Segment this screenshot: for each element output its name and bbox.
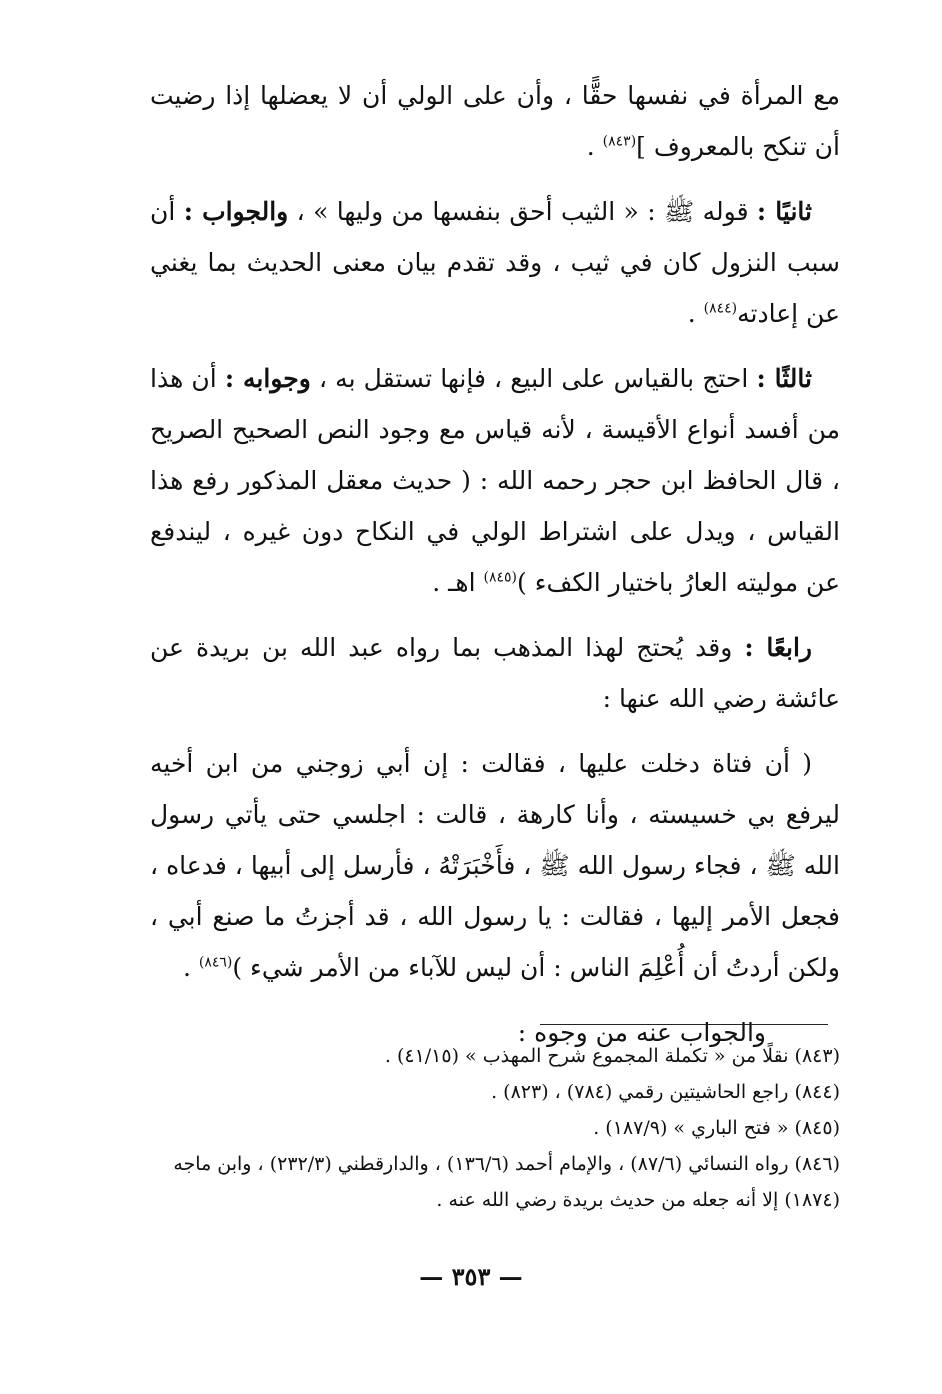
footnote-ref-843: (٨٤٣)	[602, 133, 637, 150]
paragraph-2-answer-lead: والجواب :	[183, 197, 289, 226]
footnote-ref-845: (٨٤٥)	[483, 569, 518, 586]
paragraph-4	[150, 622, 840, 724]
footnote-ref-846: (٨٤٦)	[198, 954, 233, 971]
hadith-text: ( أن فتاة دخلت عليها ، فقالت : إن أبي زوجني من ابن أخيه ليرفع بي خسيسته ، وأنا كارهة ، قالت : اجلسي حتى يأتي رسول الله ﷺ ، فجاء رسول الله ﷺ ، فأَخْبَرَتْهُ ، فأرسل إلى أبيها ، فدعاه ، فجعل الأمر إليها ، فقالت : يا رسول الله ، قد أجزتُ ما صنع أبي ، ولكن أردتُ أن أُعْلِمَ الناس : أن ليس للآباء من الأمر شيء )	[150, 749, 840, 982]
page-number: — ٣٥٣ —	[419, 1262, 523, 1291]
paragraph-2-answer-text: أن سبب النزول كان في ثيب ، وقد تقدم بيان معنى الحديث بما يغني عن إعادته	[150, 197, 840, 328]
paragraph-3-text: احتج بالقياس على البيع ، فإنها تستقل به ،	[310, 364, 757, 393]
paragraph-2	[150, 186, 840, 339]
hadith-quote	[150, 738, 840, 993]
footnote-843: (٨٤٣) نقلًا من « تكملة المجموع شرح المهذب » (٤١/١٥) .	[384, 1045, 840, 1067]
footnote-846: (٨٤٦) رواه النسائي (٨٧/٦) ، والإمام أحمد (١٣٦/٦) ، والدارقطني (٢٣٢/٣) ، وابن ماجه (١٨٧٤) إلا أنه جعله من حديث بريدة رضي الله عنه .	[173, 1153, 840, 1211]
hadith-end: .	[182, 953, 199, 982]
paragraph-3-answer-lead: وجوابه :	[224, 364, 311, 393]
paragraph-3-lead: ثالثًا :	[756, 364, 812, 393]
paragraph-1-end: .	[586, 132, 603, 161]
paragraph-6-text: والجواب عنه من وجوه :	[517, 1018, 766, 1047]
paragraph-2-end: .	[687, 299, 704, 328]
footnote-separator	[540, 1024, 828, 1025]
page-body	[150, 70, 840, 1072]
footnotes	[150, 1038, 840, 1218]
paragraph-4-lead: رابعًا :	[744, 633, 812, 662]
paragraph-3	[150, 353, 840, 608]
paragraph-3-end: اهـ .	[432, 568, 484, 597]
paragraph-2-text: قوله ﷺ : « الثيب أحق بنفسها من وليها » ،	[288, 197, 757, 226]
paragraph-4-text: وقد يُحتج لهذا المذهب بما رواه عبد الله بن بريدة عن عائشة رضي الله عنها :	[150, 633, 840, 713]
footnote-845: (٨٤٥) « فتح الباري » (١٨٧/٩) .	[593, 1117, 840, 1139]
paragraph-1-text: مع المرأة في نفسها حقًّا ، وأن على الولي أن لا يعضلها إذا رضيت أن تنكح بالمعروف ]	[150, 81, 840, 161]
paragraph-1	[150, 70, 840, 172]
paragraph-2-lead: ثانيًا :	[756, 197, 812, 226]
footnote-ref-844: (٨٤٤)	[703, 300, 738, 317]
paragraph-3-answer-text: أن هذا من أفسد أنواع الأقيسة ، لأنه قياس مع وجود النص الصحيح الصريح ، قال الحافظ ابن حجر رحمه الله : ( حديث معقل المذكور رفع هذا القياس ، ويدل على اشتراط الولي في النكاح دون غيره ، ليندفع عن موليته العارُ باختيار الكفء )	[150, 364, 840, 597]
footnote-844: (٨٤٤) راجع الحاشيتين رقمي (٧٨٤) ، (٨٢٣) .	[491, 1081, 840, 1103]
